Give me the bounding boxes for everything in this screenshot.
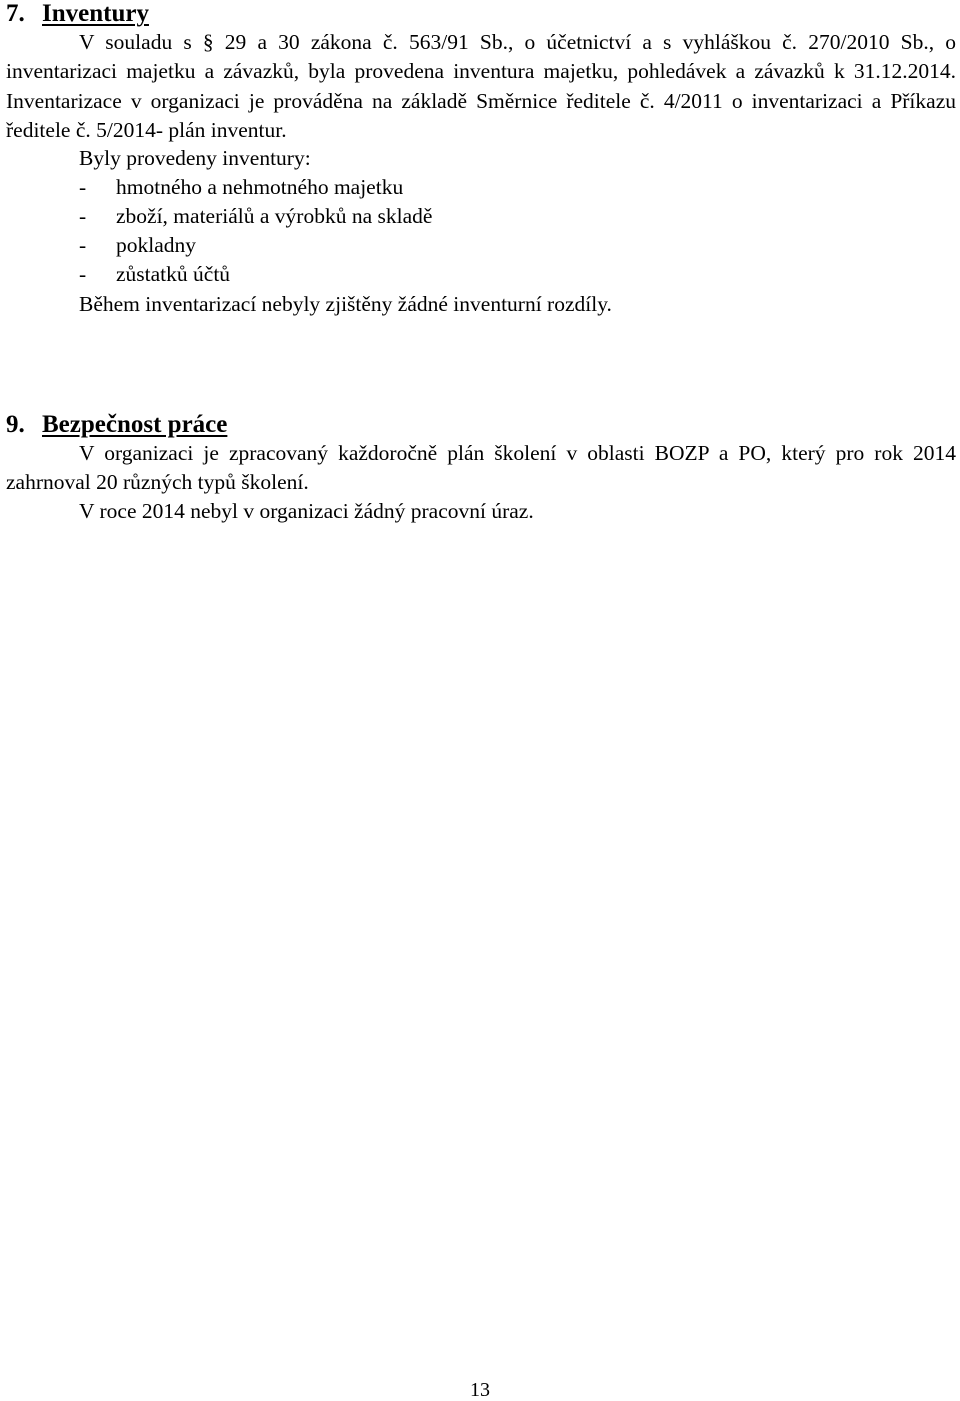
list-item-text: zboží, materiálů a výrobků na skladě [116,204,433,228]
list-item [79,235,196,257]
section-9-number: 9. [6,411,25,438]
list-item [79,177,403,199]
section-7-heading [6,1,149,26]
section-9-paragraph: V organizaci je zpracovaný každoročně plán školení v oblasti BOZP a PO, který pro rok 2014 zahrnoval 20 různých typů školení. [6,441,956,495]
section-9-title: Bezpečnost práce [42,411,228,438]
page-number: 13 [470,1379,490,1401]
section-7-conclusion: Během inventarizací nebyly zjištěny žádné inventurní rozdíly. [79,292,612,316]
list-item-text: hmotného a nehmotného majetku [116,175,404,199]
section-7-list-intro: Byly provedeny inventury: [79,146,311,170]
list-item [79,264,230,286]
section-9-note: V roce 2014 nebyl v organizaci žádný pracovní úraz. [79,499,534,523]
list-dash: - [79,233,87,257]
list-dash: - [79,262,87,286]
section-7-number: 7. [6,0,25,27]
list-item-text: zůstatků účtů [116,262,231,286]
section-7-intro-paragraph: V souladu s § 29 a 30 zákona č. 563/91 Sb., o účetnictví a s vyhláškou č. 270/2010 Sb., o inventarizaci majetku a závazků, byla provedena inventura majetku, pohledávek a závazků k 31.12.2014. Inventarizace v organizaci je prováděna na základě Směrnice ředitele č. 4/2011 o inventarizaci a Příkazu ředitele č. 5/2014- plán inventur. [6,30,956,142]
section-9-heading [6,412,227,437]
list-item-text: pokladny [116,233,197,257]
list-dash: - [79,175,87,199]
section-7-title: Inventury [42,0,149,27]
list-dash: - [79,204,87,228]
list-item [79,206,432,228]
